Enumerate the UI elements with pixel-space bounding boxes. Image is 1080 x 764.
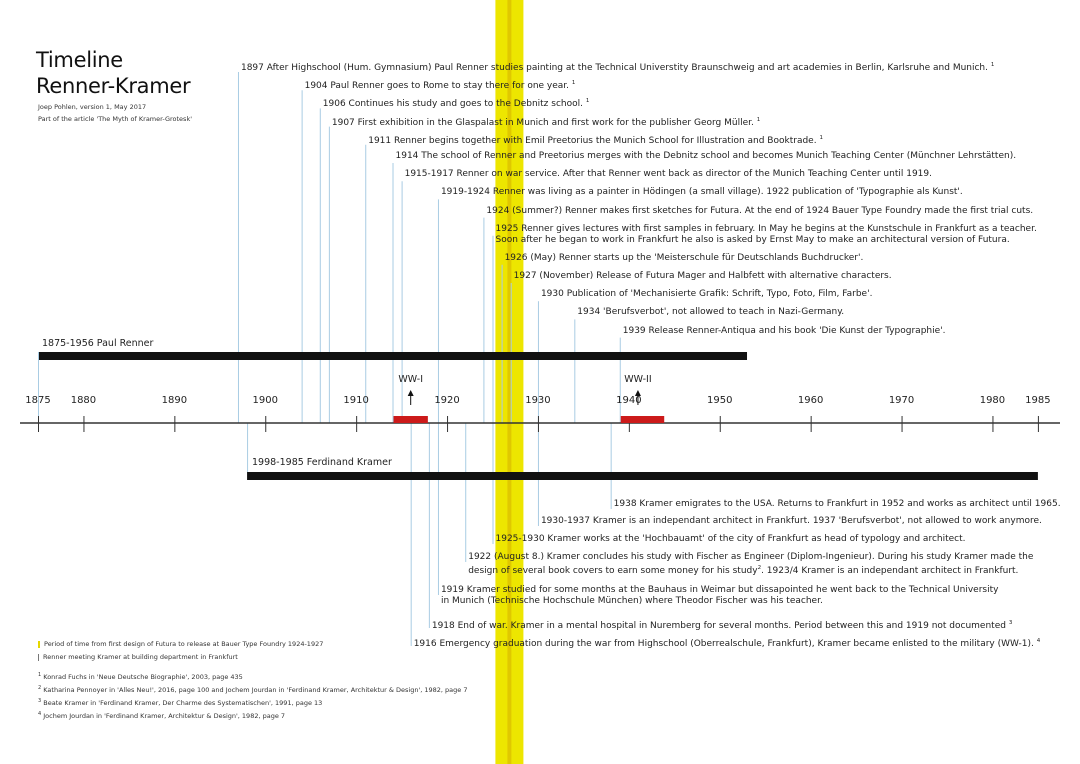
kramer-event-text-line2: in Munich (Technische Hochschule München) where Theodor Fischer was his teacher. xyxy=(440,596,823,606)
article-note: Part of the article 'The Myth of Kramer-Grotesk' xyxy=(38,115,192,123)
footnote-2-num: 2 xyxy=(38,685,42,691)
tick-label-1890: 1890 xyxy=(161,395,188,406)
kramer-event-text-tail: . 1923/4 Kramer is an independant architect in Frankfurt. xyxy=(761,566,1019,576)
renner-event-1897 xyxy=(241,60,994,74)
renner-event-text: 1906 Continues his study and goes to the Debnitz school. xyxy=(322,99,583,110)
renner-event-text: 1897 After Highschool (Hum. Gymnasium) Paul Renner studies painting at the Technical Universtity Braunschweig and art academies in Berlin, Karlsruhe and Munich. xyxy=(240,63,988,73)
kramer-event-1916 xyxy=(414,636,1041,650)
war-arrow-head-WW-I xyxy=(408,390,414,396)
legend-meeting-swatch xyxy=(38,654,39,661)
kramer-event-text-line2: design of several book covers to earn some money for his study xyxy=(468,566,758,576)
kramer-event-footnote-ref: 2 xyxy=(757,565,762,571)
kramer-event-1938 xyxy=(614,499,1061,510)
renner-event-text: 1930 Publication of 'Mechanisierte Grafik: Schrift, Typo, Foto, Film, Farbe'. xyxy=(540,289,873,300)
renner-event-text: 1925 Renner gives lectures with first samples in february. In May he begins at the Kunstschule in Frankfurt as a teacher. xyxy=(495,223,1037,234)
renner-event-text: 1919-1924 Renner was living as a painter in Hödingen (a small village). 1922 publication of 'Typographie als Kunst'. xyxy=(440,187,963,198)
footnote-2-text: Katharina Pennoyer in 'Alles Neu!', 2016, page 100 and Jochem Jourdan in 'Ferdinand Kramer, Architektur & Design', 1982, page 7 xyxy=(43,686,468,695)
legend-yellow-period xyxy=(38,640,323,648)
footnote-1-num: 1 xyxy=(38,672,42,678)
tick-label-1950: 1950 xyxy=(707,395,733,406)
renner-event-1925 xyxy=(496,224,1037,246)
kramer-event-footnote-ref: 3 xyxy=(1008,620,1013,626)
author-note: Joep Pohlen, version 1, May 2017 xyxy=(38,103,147,111)
footnote-3-text: Beate Kramer in 'Ferdinand Kramer, Der Charme des Systematischen', 1991, page 13 xyxy=(43,699,323,708)
renner-event-1919 xyxy=(441,187,963,198)
legend-yellow-swatch xyxy=(38,641,40,648)
renner-event-text: 1939 Release Renner-Antiqua and his book 'Die Kunst der Typographie'. xyxy=(622,325,946,336)
renner-life-label: 1875-1956 Paul Renner xyxy=(42,338,154,349)
footnote-4 xyxy=(38,711,285,720)
renner-event-1927 xyxy=(514,271,892,282)
tick-label-1910: 1910 xyxy=(343,395,369,406)
kramer-event-1930 xyxy=(541,516,1042,527)
renner-life-bar xyxy=(38,352,747,360)
legend-meeting xyxy=(38,653,238,661)
footnote-4-num: 4 xyxy=(38,711,42,717)
kramer-event-1925 xyxy=(496,534,966,545)
renner-event-1911 xyxy=(368,133,823,147)
kramer-life-label: 1998-1985 Ferdinand Kramer xyxy=(252,457,392,468)
kramer-event-footnote-ref: 4 xyxy=(1036,638,1041,644)
renner-event-text-line2: Soon after he began to work in Frankfurt he also is asked by Ernst May to make an architectural version of Futura. xyxy=(495,234,1010,245)
renner-event-footnote-ref: 1 xyxy=(571,80,576,87)
legend-yellow-label: Period of time from first design of Futura to release at Bauer Type Foundry 1924-1927 xyxy=(44,640,324,648)
tick-label-1970: 1970 xyxy=(888,395,915,406)
kramer-event-text: 1922 (August 8.) Kramer concludes his study with Fischer as Engineer (Diplom-Ingenieur). During his study Kramer made the xyxy=(468,552,1034,562)
tick-label-1920: 1920 xyxy=(434,395,460,406)
renner-event-1926 xyxy=(505,253,864,264)
renner-event-1915 xyxy=(405,169,932,180)
renner-event-footnote-ref: 1 xyxy=(990,62,995,68)
renner-event-text: 1914 The school of Renner and Preetorius merges with the Debnitz school and becomes Munich Teaching Center (Münchner Lehrstätten). xyxy=(395,151,1017,161)
footnote-1 xyxy=(38,672,243,681)
kramer-event-text: 1918 End of war. Kramer in a mental hospital in Nuremberg for several months. Period between this and 1919 not documented xyxy=(431,621,1006,631)
war-label-WW-II: WW-II xyxy=(624,374,652,385)
renner-event-text: 1907 First exhibition in the Glaspalast in Munich and first work for the publisher Georg Müller. xyxy=(331,117,754,128)
tick-label-1980: 1980 xyxy=(979,395,1006,406)
renner-event-1914 xyxy=(396,151,1017,162)
kramer-event-text: 1930-1937 Kramer is an independant architect in Frankfurt. 1937 'Berufsverbot', not allowed to work anymore. xyxy=(540,516,1042,526)
renner-event-text: 1911 Renner begins together with Emil Preetorius the Munich School for Illustration and Booktrade. xyxy=(368,135,817,146)
kramer-event-text: 1916 Emergency graduation during the war from Highschool (Oberrealschule, Frankfurt), Kramer became enlisted to the military (WW-1). xyxy=(413,639,1034,649)
renner-event-1934 xyxy=(577,307,844,318)
renner-event-text: 1915-1917 Renner on war service. After that Renner went back as director of the Munich Teaching Center until 1919. xyxy=(404,169,932,180)
renner-event-1930 xyxy=(541,289,873,300)
renner-event-text: 1927 (November) Release of Futura Mager and Halbfett with alternative characters. xyxy=(513,271,892,281)
renner-event-footnote-ref: 1 xyxy=(756,116,761,123)
renner-event-1924 xyxy=(486,206,1033,217)
renner-event-text: 1904 Paul Renner goes to Rome to stay there for one year. xyxy=(304,81,570,92)
page-title-line2: Renner-Kramer xyxy=(36,74,191,98)
page-title-line1: Timeline xyxy=(36,48,123,72)
tick-label-1875: 1875 xyxy=(25,395,51,406)
legend-meeting-label: Renner meeting Kramer at building department in Frankfurt xyxy=(43,653,238,661)
footnote-1-text: Konrad Fuchs in 'Neue Deutsche Biographie', 2003, page 435 xyxy=(43,673,243,682)
tick-label-1985: 1985 xyxy=(1025,395,1051,406)
renner-event-1906 xyxy=(323,96,590,110)
war-bar-WW-II xyxy=(621,416,664,423)
kramer-life-bar xyxy=(247,472,1038,480)
renner-event-text: 1926 (May) Renner starts up the 'Meisterschule für Deutschlands Buchdrucker'. xyxy=(504,252,864,263)
footnote-3-num: 3 xyxy=(38,698,42,704)
war-label-WW-I: WW-I xyxy=(398,374,424,385)
renner-event-text: 1924 (Summer?) Renner makes first sketches for Futura. At the end of 1924 Bauer Type Foundry made the first trial cuts. xyxy=(486,205,1034,216)
renner-event-footnote-ref: 1 xyxy=(585,98,590,105)
war-bar-WW-I xyxy=(394,416,428,423)
footnote-4-text: Jochem Jourdan in 'Ferdinand Kramer, Architektur & Design', 1982, page 7 xyxy=(43,712,286,721)
footnote-3 xyxy=(38,698,322,707)
renner-event-1904 xyxy=(305,78,576,92)
renner-event-text: 1934 'Berufsverbot', not allowed to teach in Nazi-Germany. xyxy=(577,307,845,318)
kramer-event-text: 1919 Kramer studied for some months at the Bauhaus in Weimar but dissapointed he went back to the Technical University xyxy=(440,585,999,595)
kramer-event-text: 1925-1930 Kramer works at the 'Hochbauamt' of the city of Frankfurt as head of typology and architect. xyxy=(495,534,966,544)
tick-label-1930: 1930 xyxy=(525,395,551,406)
kramer-event-1919 xyxy=(441,585,999,607)
kramer-event-1918 xyxy=(432,618,1012,632)
kramer-event-text: 1938 Kramer emigrates to the USA. Returns to Frankfurt in 1952 and works as architect until 1965. xyxy=(613,499,1061,509)
tick-label-1880: 1880 xyxy=(70,395,97,406)
footnote-2 xyxy=(38,685,468,694)
tick-label-1960: 1960 xyxy=(797,395,824,406)
renner-event-1939 xyxy=(623,326,946,337)
kramer-event-1922 xyxy=(468,552,1033,577)
renner-event-footnote-ref: 1 xyxy=(819,134,823,141)
tick-label-1900: 1900 xyxy=(252,395,278,406)
tick-label-1940: 1940 xyxy=(616,395,642,406)
renner-event-1907 xyxy=(332,115,760,129)
